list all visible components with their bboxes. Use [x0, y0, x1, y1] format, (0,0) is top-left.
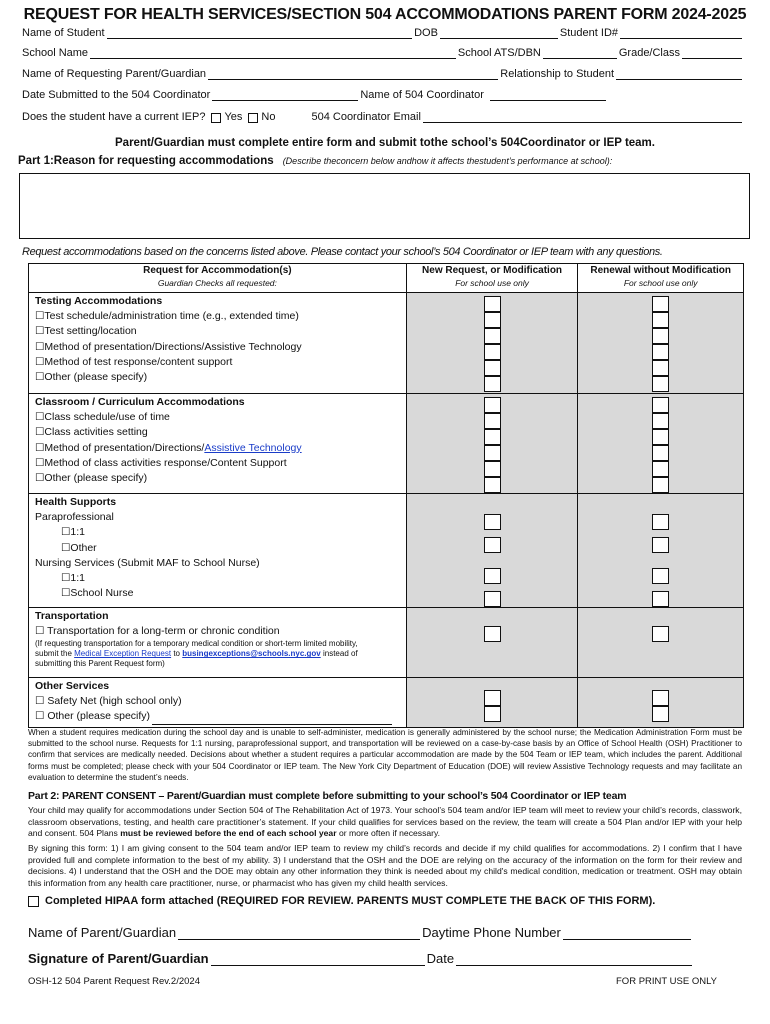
consent-paragraph-1: Your child may qualify for accommodations under Section 504 of The Rehabilitation Act of 1973. Your school’s 504 team and/or IEP team will meet to review your child’s records, classwork, classroom observations, testing, and health care practitioner’s statement. If your child qualifies for services based on the review, the team will create a 504 Plan and/or IEP with your help and consent. 504 Plans must be reviewed before the end of each school year or more often if necessary. — [28, 805, 742, 839]
health-renewal-boxes — [578, 494, 744, 608]
date-submitted-field[interactable] — [212, 90, 358, 101]
iep-yes-checkbox[interactable] — [211, 113, 221, 123]
transportation-section — [29, 608, 744, 678]
transportation-header: Transportation — [35, 610, 109, 622]
school-use-checkbox[interactable] — [484, 312, 501, 328]
form-code: OSH-12 504 Parent Request Rev.2/2024 — [28, 976, 200, 987]
medication-note: When a student requires medication during the school day and is unable to self-administer, medication is generally administered by the school nurse; the Medication Administration Form must be submitted to the school nurse. Requests for 1:1 nursing, paraprofessional support, and transportation will be reviewed on a case-by-case basis by an Office of School Health (OSH) Practitioner to confirm that services are medically needed. Decisions about whether a student requires a particular accommodation are made by the 504 Team or IEP team, which includes the parent. Additional forms must be completed; please check with your 504 Coordinator or IEP team. The New York City Department of Education (DOE) will review Assistive Technology requests and may facilitate an evaluation to determine the student’s needs. — [28, 728, 742, 782]
testing-section — [29, 293, 744, 394]
school-use-checkbox[interactable] — [652, 537, 669, 553]
other-services-item[interactable]: ☐ Safety Net (high school only) — [35, 695, 182, 708]
classroom-new-boxes — [406, 394, 578, 494]
school-ats-field[interactable] — [543, 48, 617, 59]
classroom-item[interactable]: ☐Method of presentation/Directions/Assistive Technology — [35, 441, 302, 454]
phone-label: Daytime Phone Number — [422, 925, 561, 940]
school-use-checkbox[interactable] — [484, 690, 501, 706]
classroom-renewal-boxes — [578, 394, 744, 494]
coordinator-email-label: 504 Coordinator Email — [311, 111, 421, 123]
print-note: FOR PRINT USE ONLY — [616, 976, 717, 987]
classroom-item[interactable]: ☐Class schedule/use of time — [35, 411, 170, 424]
school-ats-label: School ATS/DBN — [457, 47, 541, 59]
col-request-header: Request for Accommodation(s) Guardian Checks all requested: — [29, 264, 407, 293]
student-id-field[interactable] — [620, 28, 742, 39]
parent-name-sig-label: Name of Parent/Guardian — [28, 925, 177, 940]
medical-exception-link[interactable]: Medical Exception Request — [74, 649, 172, 659]
school-use-checkbox[interactable] — [484, 397, 501, 413]
school-use-checkbox[interactable] — [652, 429, 669, 445]
grade-class-field[interactable] — [682, 48, 742, 59]
iep-no-checkbox[interactable] — [248, 113, 258, 123]
parent-name-field[interactable] — [208, 69, 498, 80]
school-use-checkbox[interactable] — [652, 413, 669, 429]
col-renewal-header: Renewal without Modification For school use only — [578, 264, 744, 293]
nursing-item[interactable]: ☐School Nurse — [61, 587, 134, 600]
part1-label: Part 1:Reason for requesting accommodations — [18, 155, 274, 167]
other-services-section — [29, 678, 744, 728]
busing-email-link[interactable]: busingexceptions@schools.nyc.gov — [182, 649, 321, 659]
transportation-note-links: submit the Medical Exception Request to busingexceptions@schools.nyc.gov instead of — [35, 649, 358, 659]
school-use-checkbox[interactable] — [652, 461, 669, 477]
parent-name-label: Name of Requesting Parent/Guardian — [22, 68, 207, 80]
relationship-label: Relationship to Student — [500, 68, 614, 80]
testing-item[interactable]: ☐Other (please specify) — [35, 371, 148, 384]
school-use-checkbox[interactable] — [484, 429, 501, 445]
part2-header: Part 2: PARENT CONSENT – Parent/Guardian must complete before submitting to your school’s 504 Coordinator or IEP team — [28, 790, 627, 802]
school-use-checkbox[interactable] — [652, 312, 669, 328]
testing-item[interactable]: ☐Test schedule/administration time (e.g., extended time) — [35, 310, 299, 323]
school-use-checkbox[interactable] — [652, 445, 669, 461]
relationship-field[interactable] — [616, 69, 742, 80]
coordinator-email-field[interactable] — [423, 112, 742, 123]
part1-heading — [18, 155, 612, 167]
hipaa-row — [28, 895, 655, 907]
iep-row — [22, 111, 744, 123]
instruction-text: Parent/Guardian must complete entire form and submit tothe school’s 504Coordinator or IEP team. — [115, 137, 655, 149]
dob-field[interactable] — [440, 28, 558, 39]
assistive-technology-link[interactable]: Assistive Technology — [204, 441, 302, 454]
request-note: Request accommodations based on the concerns listed above. Please contact your school’s 504 Coordinator or IEP team with any questions. — [22, 246, 663, 258]
classroom-item[interactable]: ☐Other (please specify) — [35, 472, 148, 485]
school-info-row — [22, 47, 744, 59]
date-field[interactable] — [456, 952, 692, 966]
student-info-row — [22, 27, 744, 39]
school-use-checkbox[interactable] — [652, 376, 669, 392]
col-new-header: New Request, or Modification For school use only — [406, 264, 578, 293]
testing-item[interactable]: ☐Method of presentation/Directions/Assistive Technology — [35, 340, 302, 353]
school-use-checkbox[interactable] — [484, 514, 501, 530]
school-use-checkbox[interactable] — [484, 376, 501, 392]
student-name-field[interactable] — [107, 28, 413, 39]
signature-label: Signature of Parent/Guardian — [28, 951, 209, 966]
health-section — [29, 494, 744, 608]
other-renewal-boxes — [578, 678, 744, 728]
school-use-checkbox[interactable] — [484, 461, 501, 477]
iep-yes-label: Yes — [224, 111, 243, 123]
classroom-item[interactable]: ☐Method of class activities response/Content Support — [35, 456, 287, 469]
phone-field[interactable] — [563, 926, 691, 940]
classroom-section — [29, 394, 744, 494]
paraprofessional-label: Paraprofessional — [35, 511, 114, 524]
transportation-note: (If requesting transportation for a temporary medical condition or short-term limited mobility, — [35, 639, 358, 649]
consent-paragraph-2: By signing this form: 1) I am giving consent to the 504 team and/or IEP team to review my child’s records and decide if my child qualifies for accommodations. 2) I confirm that I have provided full and complete information to the best of my ability. 3) I understand that the OSH and the DOE are relying on the accuracy of the information on the form for their review and decisions. 4) I understand that the OSH and the DOE may obtain any other information they think is needed about my child's medical condition, medication or treatment. OSH may obtain this information from any health care practitioner, nurse, or pharmacist who has given my child health services. — [28, 843, 742, 888]
other-services-item[interactable]: ☐ Other (please specify) — [35, 709, 400, 724]
school-use-checkbox[interactable] — [484, 568, 501, 584]
coordinator-name-field[interactable] — [490, 90, 606, 101]
school-use-checkbox[interactable] — [652, 477, 669, 493]
other-new-boxes — [406, 678, 578, 728]
testing-header: Testing Accommodations — [35, 295, 163, 307]
hipaa-label: Completed HIPAA form attached (REQUIRED FOR REVIEW. PARENTS MUST COMPLETE THE BACK OF THIS FORM). — [45, 895, 656, 907]
transportation-renewal-box — [578, 608, 744, 678]
school-use-checkbox[interactable] — [652, 591, 669, 607]
dob-label: DOB — [414, 27, 438, 39]
school-use-checkbox[interactable] — [652, 344, 669, 360]
parent-info-row — [22, 68, 744, 80]
school-use-checkbox[interactable] — [484, 360, 501, 376]
student-name-label: Name of Student — [22, 27, 105, 39]
school-use-checkbox[interactable] — [484, 344, 501, 360]
school-name-field[interactable] — [90, 48, 456, 59]
school-use-checkbox[interactable] — [652, 626, 669, 642]
school-use-checkbox[interactable] — [484, 706, 501, 722]
transportation-item[interactable]: ☐ Transportation for a long-term or chronic condition — [35, 625, 280, 638]
school-use-checkbox[interactable] — [484, 477, 501, 493]
classroom-item[interactable]: ☐Class activities setting — [35, 426, 148, 439]
school-use-checkbox[interactable] — [484, 445, 501, 461]
health-new-boxes — [406, 494, 578, 608]
school-use-checkbox[interactable] — [484, 626, 501, 642]
form-title: REQUEST FOR HEALTH SERVICES/SECTION 504 ACCOMMODATIONS PARENT FORM 2024-2025 — [23, 6, 747, 23]
date-submitted-label: Date Submitted to the 504 Coordinator — [22, 89, 211, 101]
signature-field[interactable] — [211, 952, 425, 966]
school-use-checkbox[interactable] — [652, 360, 669, 376]
part1-hint: (Describe theconcern below andhow it affects thestudent’s performance at school): — [282, 156, 613, 166]
other-services-header: Other Services — [35, 680, 110, 692]
iep-no-label: No — [261, 111, 276, 123]
testing-new-boxes — [406, 293, 578, 394]
transportation-new-box — [406, 608, 578, 678]
iep-question: Does the student have a current IEP? — [22, 111, 206, 123]
coordinator-row — [22, 89, 744, 101]
transportation-note-end: submitting this Parent Request form) — [35, 659, 165, 669]
school-use-checkbox[interactable] — [484, 537, 501, 553]
grade-class-label: Grade/Class — [618, 47, 680, 59]
testing-item[interactable]: ☐Method of test response/content support — [35, 355, 233, 368]
school-use-checkbox[interactable] — [652, 706, 669, 722]
date-label: Date — [426, 951, 455, 966]
student-id-label: Student ID# — [559, 27, 618, 39]
school-use-checkbox[interactable] — [484, 328, 501, 344]
school-use-checkbox[interactable] — [652, 296, 669, 312]
parent-name-row — [28, 925, 693, 940]
school-use-checkbox[interactable] — [484, 413, 501, 429]
school-use-checkbox[interactable] — [652, 690, 669, 706]
health-header: Health Supports — [35, 496, 117, 508]
school-use-checkbox[interactable] — [484, 591, 501, 607]
coordinator-name-label: Name of 504 Coordinator — [360, 89, 484, 101]
parent-name-sig-field[interactable] — [178, 926, 420, 940]
accommodation-table — [28, 263, 744, 728]
school-use-checkbox[interactable] — [652, 514, 669, 530]
school-name-label: School Name — [22, 47, 89, 59]
nursing-item[interactable]: ☐1:1 — [61, 572, 86, 585]
testing-item[interactable]: ☐Test setting/location — [35, 325, 137, 338]
para-item[interactable]: ☐1:1 — [61, 526, 86, 539]
reason-textbox[interactable] — [19, 173, 750, 239]
school-use-checkbox[interactable] — [484, 296, 501, 312]
school-use-checkbox[interactable] — [652, 568, 669, 584]
school-use-checkbox[interactable] — [652, 397, 669, 413]
nursing-label: Nursing Services (Submit MAF to School Nurse) — [35, 556, 260, 569]
classroom-header: Classroom / Curriculum Accommodations — [35, 396, 245, 408]
hipaa-checkbox[interactable] — [28, 896, 39, 907]
signature-row — [28, 951, 694, 966]
school-use-checkbox[interactable] — [652, 328, 669, 344]
para-item[interactable]: ☐Other — [61, 541, 97, 554]
testing-renewal-boxes — [578, 293, 744, 394]
